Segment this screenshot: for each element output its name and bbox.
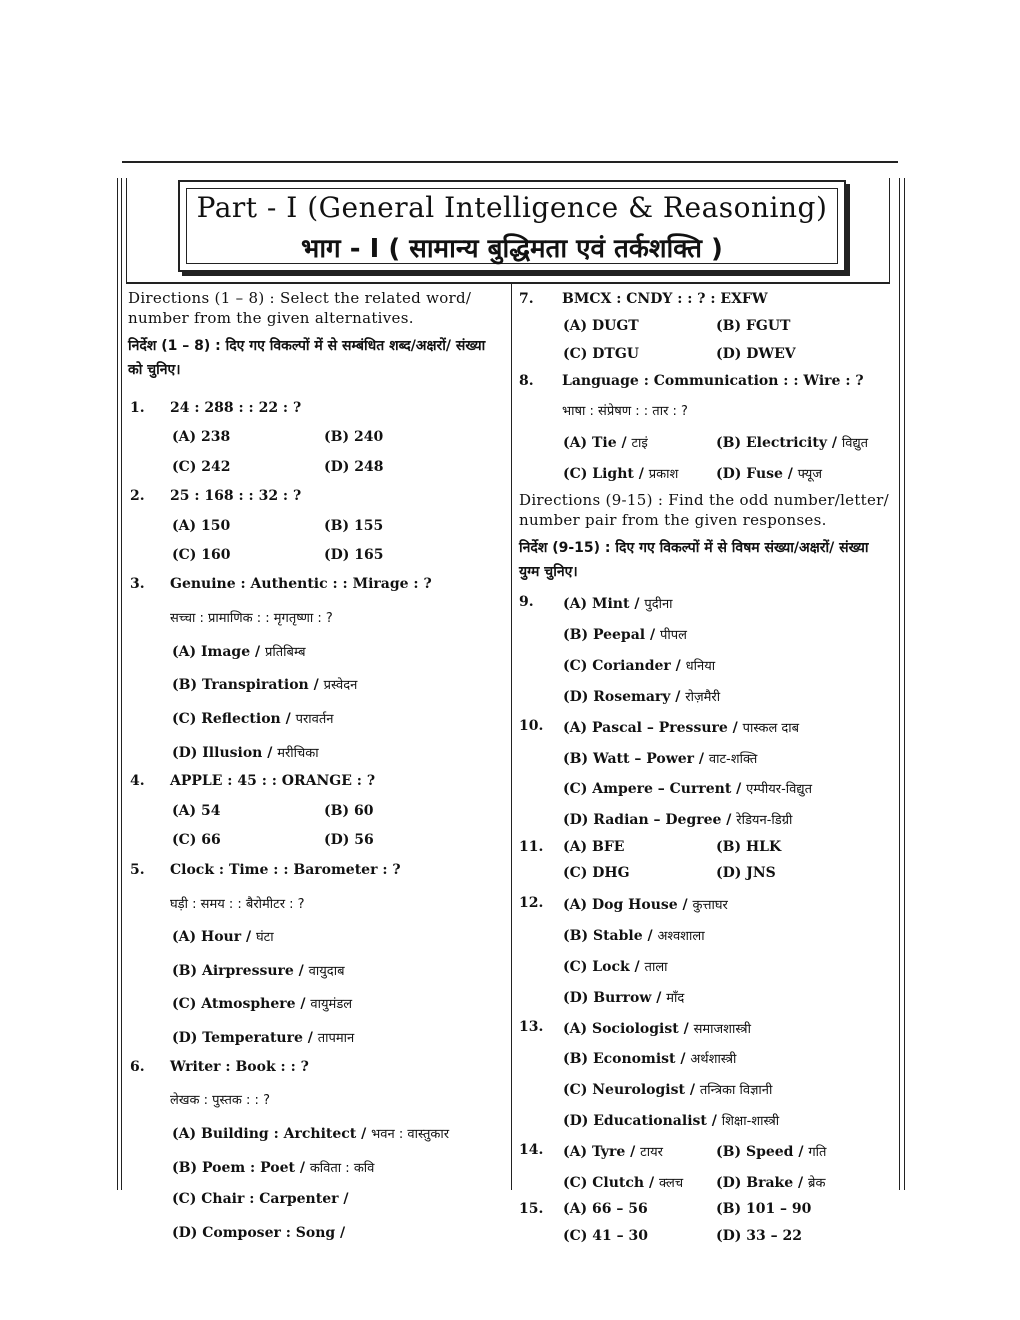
option-d: (D) 165 xyxy=(324,547,384,563)
frame-line xyxy=(121,178,122,1190)
option-b: (B) Economist / अर्थशास्त्री xyxy=(563,1051,737,1067)
option-b: (B) 60 xyxy=(324,803,374,819)
header-rule xyxy=(126,282,890,284)
frame-line xyxy=(117,178,118,1190)
frame-line xyxy=(899,178,900,1190)
question-number: 14. xyxy=(519,1142,544,1158)
question-number: 5. xyxy=(130,862,145,878)
option-d: (D) Fuse / फ्यूज xyxy=(716,466,822,482)
option-c: (C) Atmosphere / वायुमंडल xyxy=(172,996,353,1012)
option-a: (A) 54 xyxy=(172,803,221,819)
option-a: (A) Pascal – Pressure / पास्कल दाब xyxy=(563,720,800,736)
option-a: (A) Image / प्रतिबिम्ब xyxy=(172,644,306,660)
option-c: (C) 66 xyxy=(172,832,221,848)
question-number: 2. xyxy=(130,488,145,504)
option-b: (B) Poem : Poet / कविता : कवि xyxy=(172,1160,375,1176)
option-a: (A) 66 – 56 xyxy=(563,1201,648,1217)
question-text-hindi: सच्चा : प्रामाणिक : : मृगतृष्णा : ? xyxy=(170,611,333,626)
section-title-hindi: भाग - I ( सामान्य बुद्धिमता एवं तर्कशक्ति ) xyxy=(301,234,723,264)
question-number: 12. xyxy=(519,895,544,911)
option-d: (D) Burrow / माँद xyxy=(563,990,685,1006)
option-b: (B) 240 xyxy=(324,429,384,445)
option-d: (D) Brake / ब्रेक xyxy=(716,1175,826,1191)
option-c: (C) Light / प्रकाश xyxy=(563,466,679,482)
option-a: (A) Mint / पुदीना xyxy=(563,596,673,612)
question-text: Language : Communication : : Wire : ? xyxy=(562,373,864,389)
directions-hindi: निर्देश (1 – 8) : दिए गए विकल्पों में से सम्बंधित शब्द/अक्षरों/ संख्या को चुनिए। xyxy=(128,338,486,378)
option-d: (D) JNS xyxy=(716,865,776,881)
option-d: (D) Composer : Song / xyxy=(172,1225,346,1241)
option-a: (A) Tie / टाइं xyxy=(563,435,648,451)
question-number: 4. xyxy=(130,773,145,789)
option-c: (C) DHG xyxy=(563,865,630,881)
section-header xyxy=(178,180,846,272)
option-c: (C) 41 – 30 xyxy=(563,1228,648,1244)
option-b: (B) 155 xyxy=(324,518,384,534)
frame-line xyxy=(904,178,905,1190)
question-text-hindi: भाषा : संप्रेषण : : तार : ? xyxy=(562,404,688,419)
question-text: APPLE : 45 : : ORANGE : ? xyxy=(170,773,376,789)
option-c: (C) DTGU xyxy=(563,346,639,362)
option-b: (B) Airpressure / वायुदाब xyxy=(172,963,345,979)
option-a: (A) Building : Architect / भवन : वास्तुकार xyxy=(172,1126,450,1142)
option-a: (A) Hour / घंटा xyxy=(172,929,274,945)
option-c: (C) Ampere – Current / एम्पीयर-विद्युत xyxy=(563,781,812,797)
option-b: (B) Peepal / पीपल xyxy=(563,627,687,643)
option-a: (A) 150 xyxy=(172,518,231,534)
option-b: (B) Watt – Power / वाट-शक्ति xyxy=(563,751,758,767)
question-text-hindi: लेखक : पुस्तक : : ? xyxy=(170,1093,270,1108)
left-column xyxy=(128,288,500,382)
option-d: (D) Temperature / तापमान xyxy=(172,1030,355,1046)
question-number: 3. xyxy=(130,576,145,592)
directions-block xyxy=(519,490,893,584)
question-number: 1. xyxy=(130,400,145,416)
directions-english: Directions (1 – 8) : Select the related word/ number from the given alternatives. xyxy=(128,289,472,327)
option-a: (A) Dog House / कुत्ताघर xyxy=(563,897,728,913)
option-b: (B) Stable / अश्वशाला xyxy=(563,928,705,944)
option-d: (D) Radian – Degree / रेडियन-डिग्री xyxy=(563,812,793,828)
column-divider xyxy=(511,284,512,1190)
option-b: (B) HLK xyxy=(716,839,782,855)
option-c: (C) Chair : Carpenter / xyxy=(172,1191,349,1207)
option-c: (C) Clutch / क्लच xyxy=(563,1175,684,1191)
question-text: BMCX : CNDY : : ? : EXFW xyxy=(562,291,768,307)
option-a: (A) Tyre / टायर xyxy=(563,1144,663,1160)
directions-english: Directions (9-15) : Find the odd number/letter/ number pair from the given responses. xyxy=(519,491,889,529)
question-text: Genuine : Authentic : : Mirage : ? xyxy=(170,576,432,592)
question-number: 15. xyxy=(519,1201,544,1217)
option-d: (D) DWEV xyxy=(716,346,796,362)
option-b: (B) Speed / गति xyxy=(716,1144,827,1160)
top-rule xyxy=(122,161,898,163)
option-d: (D) 56 xyxy=(324,832,374,848)
question-text: Clock : Time : : Barometer : ? xyxy=(170,862,401,878)
question-number: 6. xyxy=(130,1059,145,1075)
option-b: (B) Transpiration / प्रस्वेदन xyxy=(172,677,358,693)
question-text-hindi: घड़ी : समय : : बैरोमीटर : ? xyxy=(170,897,305,912)
option-b: (B) 101 – 90 xyxy=(716,1201,812,1217)
directions-hindi: निर्देश (9-15) : दिए गए विकल्पों में से विषम संख्या/अक्षरों/ संख्या युग्म चुनिए। xyxy=(519,540,869,580)
option-c: (C) Reflection / परावर्तन xyxy=(172,711,334,727)
question-text: 25 : 168 : : 32 : ? xyxy=(170,488,302,504)
option-d: (D) Rosemary / रोज़मैरी xyxy=(563,689,721,705)
option-a: (A) BFE xyxy=(563,839,625,855)
question-text: 24 : 288 : : 22 : ? xyxy=(170,400,302,416)
question-number: 10. xyxy=(519,718,544,734)
question-number: 8. xyxy=(519,373,534,389)
option-d: (D) 33 – 22 xyxy=(716,1228,802,1244)
option-c: (C) Coriander / धनिया xyxy=(563,658,716,674)
option-a: (A) Sociologist / समाजशास्त्री xyxy=(563,1021,751,1037)
option-d: (D) 248 xyxy=(324,459,384,475)
section-header-inner xyxy=(186,188,838,264)
option-d: (D) Illusion / मरीचिका xyxy=(172,745,319,761)
question-number: 9. xyxy=(519,594,534,610)
frame-line xyxy=(889,178,890,284)
section-title-english: Part - I (General Intelligence & Reasoning) xyxy=(196,191,828,224)
option-b: (B) FGUT xyxy=(716,318,791,334)
question-text: Writer : Book : : ? xyxy=(170,1059,309,1075)
option-c: (C) 242 xyxy=(172,459,231,475)
question-number: 7. xyxy=(519,291,534,307)
frame-line xyxy=(126,178,127,284)
option-a: (A) 238 xyxy=(172,429,231,445)
option-d: (D) Educationalist / शिक्षा-शास्त्री xyxy=(563,1113,780,1129)
question-number: 11. xyxy=(519,839,544,855)
option-c: (C) Lock / ताला xyxy=(563,959,668,975)
question-number: 13. xyxy=(519,1019,544,1035)
option-a: (A) DUGT xyxy=(563,318,639,334)
option-c: (C) 160 xyxy=(172,547,231,563)
option-b: (B) Electricity / विद्युत xyxy=(716,435,869,451)
option-c: (C) Neurologist / तन्त्रिका विज्ञानी xyxy=(563,1082,773,1098)
